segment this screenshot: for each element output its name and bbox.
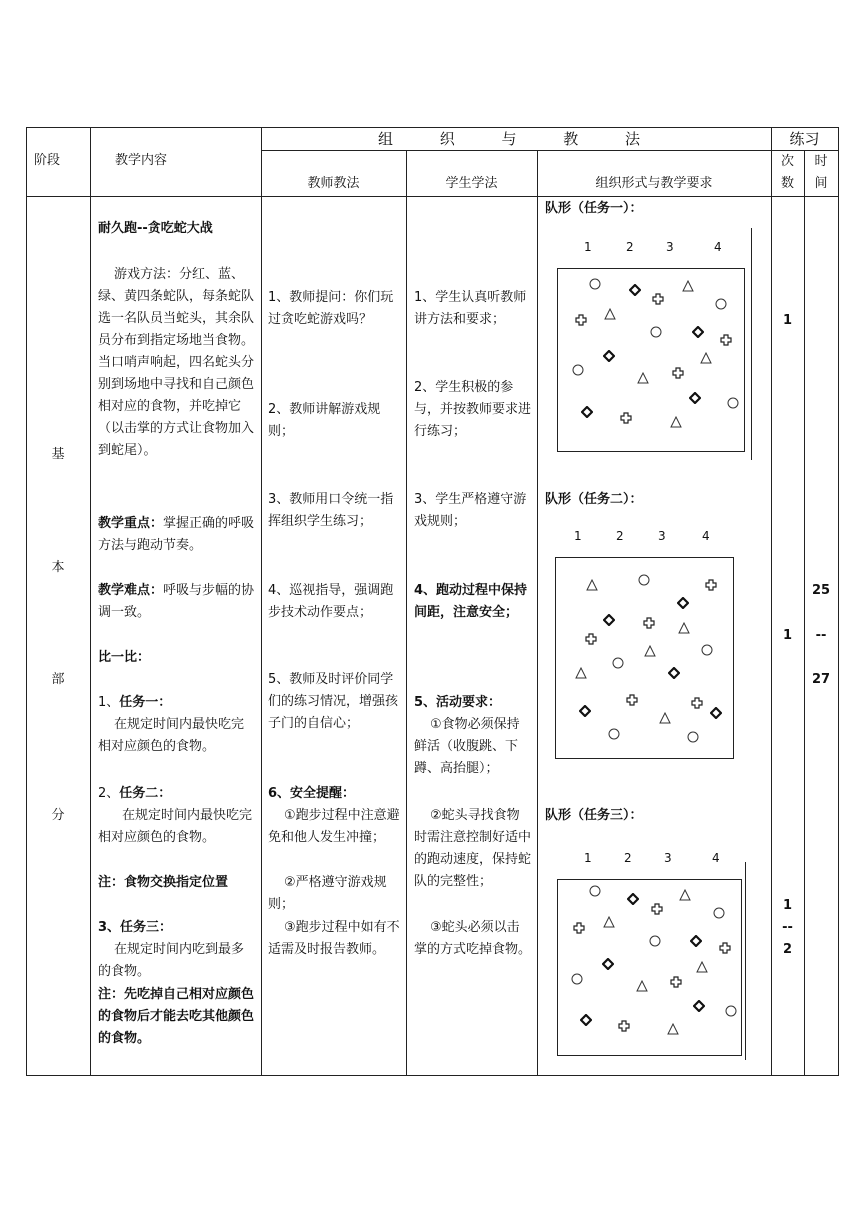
triangle-marker-icon — [696, 961, 708, 973]
circle-marker-icon — [687, 731, 699, 743]
formation-3-symbols — [557, 879, 742, 1056]
header-times-1: 次 — [780, 154, 794, 169]
content-key-point: 教学重点：掌握正确的呼吸方法与跑动节奏。 — [98, 516, 255, 553]
lane-number: 2 — [624, 851, 632, 865]
diamond-marker-icon — [668, 667, 680, 679]
lane-number: 4 — [714, 240, 722, 254]
lane-number: 1 — [574, 529, 582, 543]
circle-marker-icon — [649, 935, 661, 947]
circle-marker-icon — [701, 644, 713, 656]
formation-2-lanes — [556, 529, 746, 547]
formation-1-lanes — [556, 240, 746, 258]
content-task3-text: 在规定时间内吃到最多的食物。 — [98, 942, 245, 979]
teacher-step-6b: ②严格遵守游戏规则； — [268, 875, 387, 912]
triangle-marker-icon — [682, 280, 694, 292]
cross-marker-icon — [691, 697, 703, 709]
content-task3-note: 注：先吃掉自己相对应颜色的食物后才能去吃其他颜色的食物。 — [98, 987, 255, 1046]
triangle-marker-icon — [603, 916, 615, 928]
formation-1-symbols — [557, 268, 745, 452]
triangle-marker-icon — [637, 372, 649, 384]
teacher-step-2: 2、教师讲解游戏规则； — [268, 402, 381, 439]
triangle-marker-icon — [700, 352, 712, 364]
formation-3-lanes — [556, 851, 746, 869]
circle-marker-icon — [589, 278, 601, 290]
header-stage: 阶段 — [34, 153, 61, 168]
header-practice: 练习 — [789, 130, 820, 148]
header-group: 组 织 与 教 法 — [377, 130, 655, 148]
col-divider-3 — [406, 150, 407, 1076]
student-step-1: 1、学生认真听教师讲方法和要求； — [414, 290, 527, 327]
cross-marker-icon — [651, 903, 663, 915]
duration-value-start: 25 — [811, 583, 831, 598]
content-task1-text: 在规定时间内最快吃完相对应颜色的食物。 — [98, 717, 245, 754]
content-compare: 比一比： — [98, 650, 151, 665]
header-duration-2: 间 — [814, 176, 828, 191]
content-task2-text: 在规定时间内最快吃完相对应颜色的食物。 — [98, 808, 253, 845]
cross-marker-icon — [652, 293, 664, 305]
diamond-marker-icon — [603, 350, 615, 362]
triangle-marker-icon — [679, 889, 691, 901]
circle-marker-icon — [725, 1005, 737, 1017]
cross-marker-icon — [720, 334, 732, 346]
content-task2-note: 注：食物交换指定位置 — [98, 875, 229, 890]
lane-number: 2 — [626, 240, 634, 254]
diamond-marker-icon — [629, 284, 641, 296]
circle-marker-icon — [571, 973, 583, 985]
lane-number: 4 — [702, 529, 710, 543]
times-value-2: 1 — [782, 628, 793, 643]
lane-number: 4 — [712, 851, 720, 865]
student-step-5-label: 5、活动要求： — [414, 695, 502, 710]
header-org: 组织形式与教学要求 — [595, 176, 713, 191]
diamond-marker-icon — [689, 392, 701, 404]
student-step-4: 4、跑动过程中保持间距，注意安全； — [414, 583, 528, 620]
teacher-step-6a: ①跑步过程中注意避免和他人发生冲撞； — [268, 808, 400, 845]
content-task3-heading: 3、任务三： — [98, 920, 173, 935]
student-step-5c: ③蛇头必须以击掌的方式吃掉食物。 — [414, 920, 532, 957]
stage-char-2: 本 — [51, 560, 65, 575]
circle-marker-icon — [713, 907, 725, 919]
formation-2-symbols — [555, 557, 734, 759]
circle-marker-icon — [650, 326, 662, 338]
diamond-marker-icon — [581, 406, 593, 418]
table-right-border — [838, 127, 839, 1076]
cross-marker-icon — [575, 314, 587, 326]
circle-marker-icon — [589, 885, 601, 897]
circle-marker-icon — [608, 728, 620, 740]
formation-2-label: 队形（任务二）： — [545, 492, 643, 507]
duration-value-sep: -- — [815, 628, 827, 643]
stage-char-1: 基 — [51, 447, 65, 462]
duration-value-end: 27 — [811, 672, 831, 687]
content-task2-heading: 2、任务二： — [98, 786, 172, 801]
triangle-marker-icon — [667, 1023, 679, 1035]
cross-marker-icon — [626, 694, 638, 706]
teacher-step-4: 4、巡视指导，强调跑步技术动作要点； — [268, 583, 394, 620]
cross-marker-icon — [705, 579, 717, 591]
diamond-marker-icon — [603, 614, 615, 626]
cross-marker-icon — [670, 976, 682, 988]
cross-marker-icon — [573, 922, 585, 934]
circle-marker-icon — [715, 298, 727, 310]
triangle-marker-icon — [575, 667, 587, 679]
times-value-3a: 1 — [782, 898, 793, 913]
diamond-marker-icon — [690, 935, 702, 947]
triangle-marker-icon — [604, 308, 616, 320]
times-value-3b: -- — [782, 920, 793, 935]
triangle-marker-icon — [670, 416, 682, 428]
header-duration-1: 时 — [814, 154, 828, 169]
teacher-step-1: 1、教师提问：你们玩过贪吃蛇游戏吗？ — [268, 290, 394, 327]
student-step-3: 3、学生严格遵守游戏规则； — [414, 492, 527, 529]
col-divider-4 — [537, 150, 538, 1076]
student-step-5b: ②蛇头寻找食物时需注意控制好适中的跑动速度，保持蛇队的完整性； — [414, 808, 532, 889]
diamond-marker-icon — [579, 705, 591, 717]
times-value-3c: 2 — [782, 942, 793, 957]
stage-char-3: 部 — [51, 672, 65, 687]
col-divider-1 — [90, 127, 91, 1076]
col-divider-2 — [261, 127, 262, 1076]
header-student: 学生学法 — [445, 176, 498, 191]
cross-marker-icon — [643, 617, 655, 629]
triangle-marker-icon — [644, 645, 656, 657]
diamond-marker-icon — [627, 893, 639, 905]
teacher-step-5: 5、教师及时评价同学们的练习情况，增强孩子门的自信心； — [268, 672, 399, 731]
circle-marker-icon — [572, 364, 584, 376]
formation-1-sideline — [751, 228, 752, 460]
header-divider — [261, 150, 838, 151]
cross-marker-icon — [585, 633, 597, 645]
stage-char-4: 分 — [51, 808, 65, 823]
table-bottom-border — [26, 1075, 838, 1076]
diamond-marker-icon — [602, 958, 614, 970]
table-left-border — [26, 127, 27, 1076]
header-content: 教学内容 — [115, 153, 168, 168]
diamond-marker-icon — [677, 597, 689, 609]
formation-3-sideline — [745, 862, 746, 1060]
cross-marker-icon — [620, 412, 632, 424]
cross-marker-icon — [719, 942, 731, 954]
triangle-marker-icon — [586, 579, 598, 591]
triangle-marker-icon — [659, 712, 671, 724]
content-title: 耐久跑--贪吃蛇大战 — [98, 221, 213, 236]
diamond-marker-icon — [692, 326, 704, 338]
student-step-2: 2、学生积极的参与，并按教师要求进行练习； — [414, 380, 532, 439]
header-teacher: 教师教法 — [307, 176, 360, 191]
lane-number: 3 — [666, 240, 674, 254]
header-times-2: 数 — [780, 176, 794, 191]
formation-3-label: 队形（任务三）： — [545, 808, 643, 823]
teacher-step-6-label: 6、安全提醒： — [268, 786, 356, 801]
teacher-step-3: 3、教师用口令统一指挥组织学生练习； — [268, 492, 394, 529]
circle-marker-icon — [612, 657, 624, 669]
lane-number: 3 — [664, 851, 672, 865]
content-difficulty: 教学难点：呼吸与步幅的协调一致。 — [98, 583, 255, 620]
content-task1-heading: 1、任务一： — [98, 695, 172, 710]
col-divider-6 — [804, 150, 805, 1076]
circle-marker-icon — [638, 574, 650, 586]
lane-number: 2 — [616, 529, 624, 543]
diamond-marker-icon — [710, 707, 722, 719]
cross-marker-icon — [672, 367, 684, 379]
lane-number: 1 — [584, 851, 592, 865]
triangle-marker-icon — [636, 980, 648, 992]
diamond-marker-icon — [580, 1014, 592, 1026]
teacher-step-6c: ③跑步过程中如有不适需及时报告教师。 — [268, 920, 400, 957]
formation-1-label: 队形（任务一）： — [545, 201, 643, 216]
header-bottom-border — [26, 196, 838, 197]
cross-marker-icon — [618, 1020, 630, 1032]
diamond-marker-icon — [693, 1000, 705, 1012]
times-value-1: 1 — [782, 313, 793, 328]
circle-marker-icon — [727, 397, 739, 409]
content-game-method: 游戏方法：分红、蓝、绿、黄四条蛇队，每条蛇队选一名队员当蛇头，其余队员分布到指定场地当食物。当口哨声响起，四名蛇头分别到场地中寻找和自己颜色相对应的食物，并吃掉它（以击掌的方式让食物加入到蛇尾）。 — [98, 267, 255, 458]
lane-number: 3 — [658, 529, 666, 543]
lane-number: 1 — [584, 240, 592, 254]
triangle-marker-icon — [678, 622, 690, 634]
student-step-5a: ①食物必须保持鲜活（收腹跳、下蹲、高抬腿）； — [414, 717, 520, 776]
